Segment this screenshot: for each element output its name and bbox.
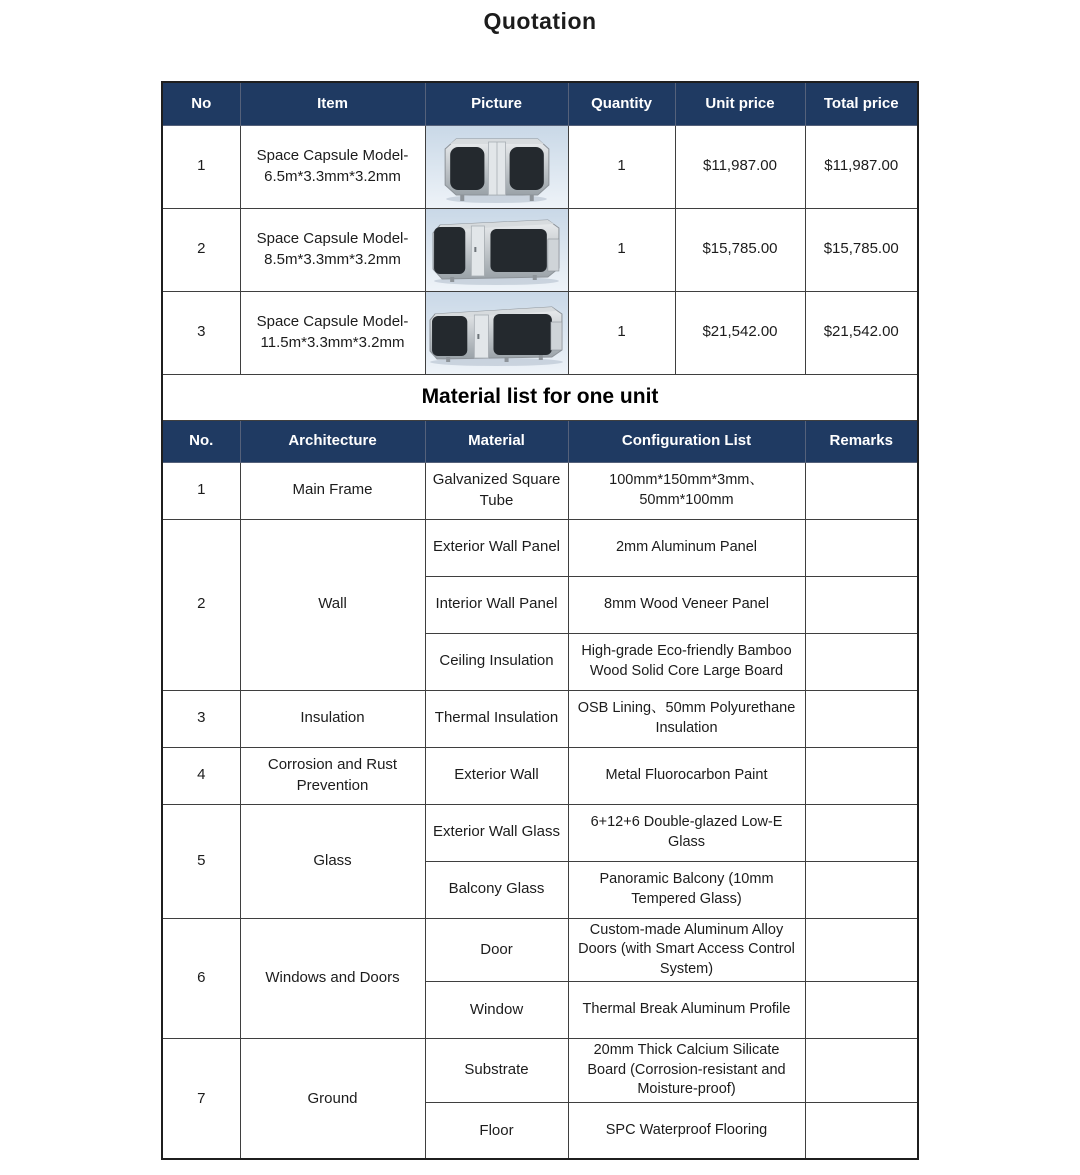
material-cell: Ceiling Insulation: [425, 633, 568, 690]
unit-price-cell: $11,987.00: [675, 125, 805, 208]
material-cell: Balcony Glass: [425, 861, 568, 918]
remarks-cell: [805, 576, 918, 633]
material-cell: Window: [425, 982, 568, 1039]
material-row: [162, 747, 918, 804]
configuration-cell: Thermal Break Aluminum Profile: [568, 982, 805, 1039]
no-cell: 5: [162, 804, 240, 918]
total-price-cell: $11,987.00: [805, 125, 918, 208]
remarks-cell: [805, 690, 918, 747]
material-row: [162, 918, 918, 982]
configuration-cell: High-grade Eco-friendly Bamboo Wood Solid Core Large Board: [568, 633, 805, 690]
configuration-cell: 100mm*150mm*3mm、50mm*100mm: [568, 462, 805, 519]
quotation-header-row: [162, 82, 918, 125]
configuration-cell: 8mm Wood Veneer Panel: [568, 576, 805, 633]
material-header-no: No.: [162, 420, 240, 462]
architecture-cell: Windows and Doors: [240, 918, 425, 1039]
remarks-cell: [805, 804, 918, 861]
remarks-cell: [805, 1039, 918, 1103]
quantity-cell: 1: [568, 291, 675, 374]
configuration-cell: SPC Waterproof Flooring: [568, 1102, 805, 1159]
material-cell: Exterior Wall: [425, 747, 568, 804]
quotation-header-picture: Picture: [425, 82, 568, 125]
architecture-cell: Insulation: [240, 690, 425, 747]
quotation-header-no: No: [162, 82, 240, 125]
configuration-cell: 20mm Thick Calcium Silicate Board (Corrosion-resistant and Moisture-proof): [568, 1039, 805, 1103]
material-row: [162, 1039, 918, 1103]
configuration-cell: Custom-made Aluminum Alloy Doors (with Smart Access Control System): [568, 918, 805, 982]
remarks-cell: [805, 519, 918, 576]
quantity-cell: 1: [568, 125, 675, 208]
material-cell: Substrate: [425, 1039, 568, 1103]
material-header-remarks: Remarks: [805, 420, 918, 462]
material-cell: Exterior Wall Glass: [425, 804, 568, 861]
material-cell: Thermal Insulation: [425, 690, 568, 747]
no-cell: 2: [162, 208, 240, 291]
configuration-cell: Metal Fluorocarbon Paint: [568, 747, 805, 804]
material-cell: Door: [425, 918, 568, 982]
no-cell: 6: [162, 918, 240, 1039]
no-cell: 7: [162, 1039, 240, 1160]
remarks-cell: [805, 1102, 918, 1159]
picture-cell: [425, 291, 568, 374]
remarks-cell: [805, 633, 918, 690]
no-cell: 4: [162, 747, 240, 804]
no-cell: 1: [162, 462, 240, 519]
no-cell: 3: [162, 291, 240, 374]
architecture-cell: Glass: [240, 804, 425, 918]
material-row: [162, 690, 918, 747]
remarks-cell: [805, 918, 918, 982]
picture-cell: [425, 208, 568, 291]
remarks-cell: [805, 861, 918, 918]
unit-price-cell: $21,542.00: [675, 291, 805, 374]
space-capsule-image: [426, 292, 568, 374]
architecture-cell: Wall: [240, 519, 425, 690]
remarks-cell: [805, 982, 918, 1039]
quotation-header-quantity: Quantity: [568, 82, 675, 125]
item-cell: Space Capsule Model-11.5m*3.3mm*3.2mm: [240, 291, 425, 374]
material-section-title-row: [162, 374, 918, 420]
architecture-cell: Main Frame: [240, 462, 425, 519]
remarks-cell: [805, 747, 918, 804]
total-price-cell: $21,542.00: [805, 291, 918, 374]
no-cell: 1: [162, 125, 240, 208]
picture-cell: [425, 125, 568, 208]
configuration-cell: 2mm Aluminum Panel: [568, 519, 805, 576]
space-capsule-image: [426, 209, 568, 291]
architecture-cell: Corrosion and Rust Prevention: [240, 747, 425, 804]
material-header-material: Material: [425, 420, 568, 462]
quantity-cell: 1: [568, 208, 675, 291]
material-cell: Exterior Wall Panel: [425, 519, 568, 576]
no-cell: 2: [162, 519, 240, 690]
item-cell: Space Capsule Model-8.5m*3.3mm*3.2mm: [240, 208, 425, 291]
quotation-row: [162, 125, 918, 208]
configuration-cell: Panoramic Balcony (10mm Tempered Glass): [568, 861, 805, 918]
space-capsule-image: [426, 126, 568, 208]
quotation-row: [162, 208, 918, 291]
configuration-cell: OSB Lining、50mm Polyurethane Insulation: [568, 690, 805, 747]
quotation-row: [162, 291, 918, 374]
quotation-header-total-price: Total price: [805, 82, 918, 125]
material-header-configuration: Configuration List: [568, 420, 805, 462]
quotation-header-unit-price: Unit price: [675, 82, 805, 125]
total-price-cell: $15,785.00: [805, 208, 918, 291]
unit-price-cell: $15,785.00: [675, 208, 805, 291]
page-title: Quotation: [483, 8, 597, 34]
architecture-cell: Ground: [240, 1039, 425, 1160]
remarks-cell: [805, 462, 918, 519]
material-header-row: [162, 420, 918, 462]
material-row: [162, 519, 918, 576]
material-row: [162, 462, 918, 519]
material-cell: Floor: [425, 1102, 568, 1159]
configuration-cell: 6+12+6 Double-glazed Low-E Glass: [568, 804, 805, 861]
item-cell: Space Capsule Model-6.5m*3.3mm*3.2mm: [240, 125, 425, 208]
material-cell: Galvanized Square Tube: [425, 462, 568, 519]
no-cell: 3: [162, 690, 240, 747]
quotation-table: [161, 81, 919, 1160]
material-row: [162, 804, 918, 861]
material-section-title: Material list for one unit: [162, 374, 918, 420]
material-cell: Interior Wall Panel: [425, 576, 568, 633]
quotation-header-item: Item: [240, 82, 425, 125]
material-header-architecture: Architecture: [240, 420, 425, 462]
